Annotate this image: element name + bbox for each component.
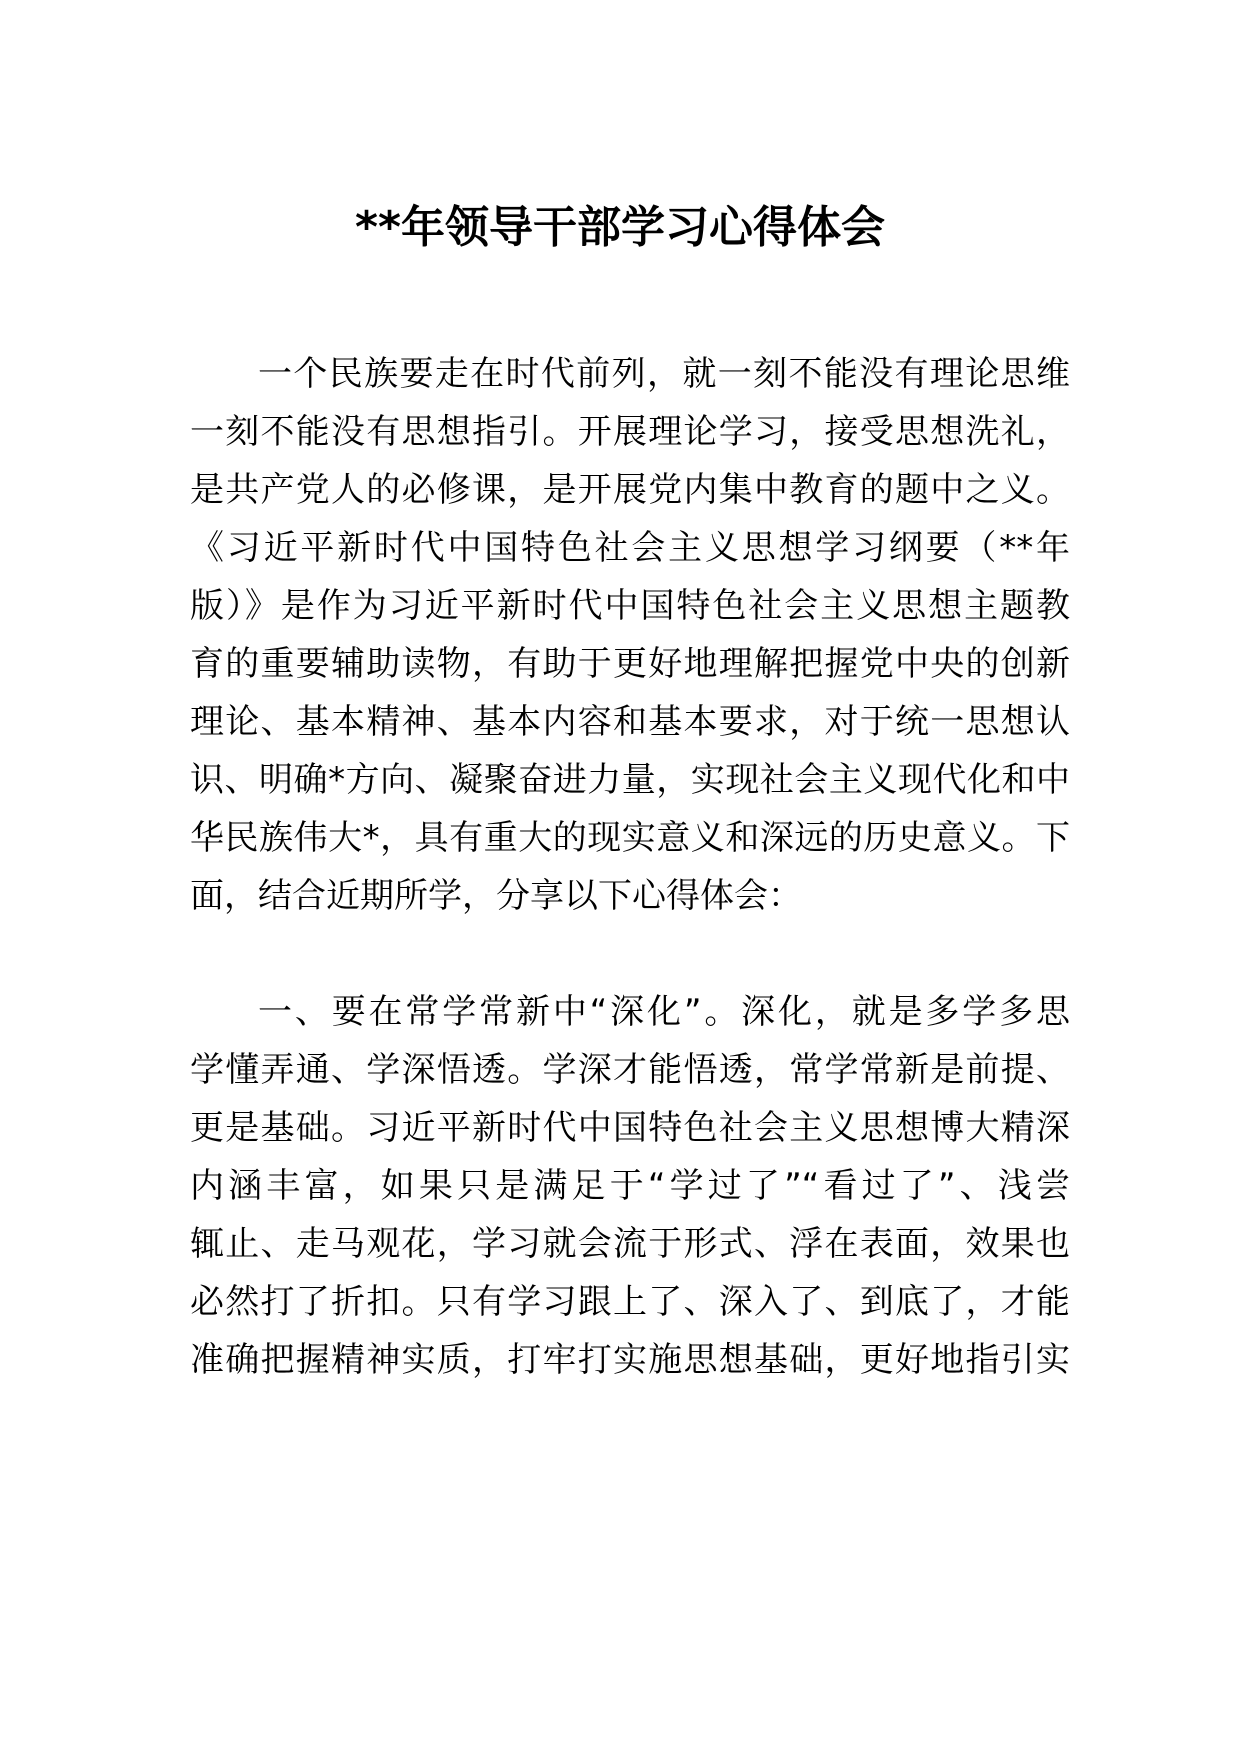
text-line: 版）》是作为习近平新时代中国特色社会主义思想主题教	[190, 586, 1070, 626]
text-line: 理论、基本精神、基本内容和基本要求，对于统一思想认	[190, 702, 1070, 742]
text-line: 辄止、走马观花，学习就会流于形式、浮在表面，效果也	[190, 1224, 1070, 1264]
text-line: 内涵丰富，如果只是满足于“学过了”“看过了”、浅尝	[190, 1166, 1070, 1206]
text-line: 一、要在常学常新中“深化”。深化，就是多学多思	[258, 992, 1070, 1032]
text-line: 一个民族要走在时代前列，就一刻不能没有理论思维	[258, 354, 1070, 394]
text-line: 准确把握精神实质，打牢打实施思想基础，更好地指引实	[190, 1340, 1070, 1380]
text-line: 育的重要辅助读物，有助于更好地理解把握党中央的创新	[190, 644, 1070, 684]
text-line: 是共产党人的必修课，是开展党内集中教育的题中之义。	[190, 470, 1070, 510]
document-title: **年领导干部学习心得体会	[354, 202, 886, 253]
text-line: 一刻不能没有思想指引。开展理论学习，接受思想洗礼，	[190, 412, 1070, 452]
text-line: 识、明确*方向、凝聚奋进力量，实现社会主义现代化和中	[190, 760, 1070, 800]
text-line: 学懂弄通、学深悟透。学深才能悟透，常学常新是前提、	[190, 1050, 1070, 1090]
text-line: 面，结合近期所学，分享以下心得体会：	[190, 876, 802, 916]
text-line: 《习近平新时代中国特色社会主义思想学习纲要（**年	[190, 528, 1070, 568]
text-line: 华民族伟大*，具有重大的现实意义和深远的历史意义。下	[190, 818, 1070, 858]
text-line: 必然打了折扣。只有学习跟上了、深入了、到底了，才能	[190, 1282, 1070, 1322]
text-line: 更是基础。习近平新时代中国特色社会主义思想博大精深	[190, 1108, 1070, 1148]
